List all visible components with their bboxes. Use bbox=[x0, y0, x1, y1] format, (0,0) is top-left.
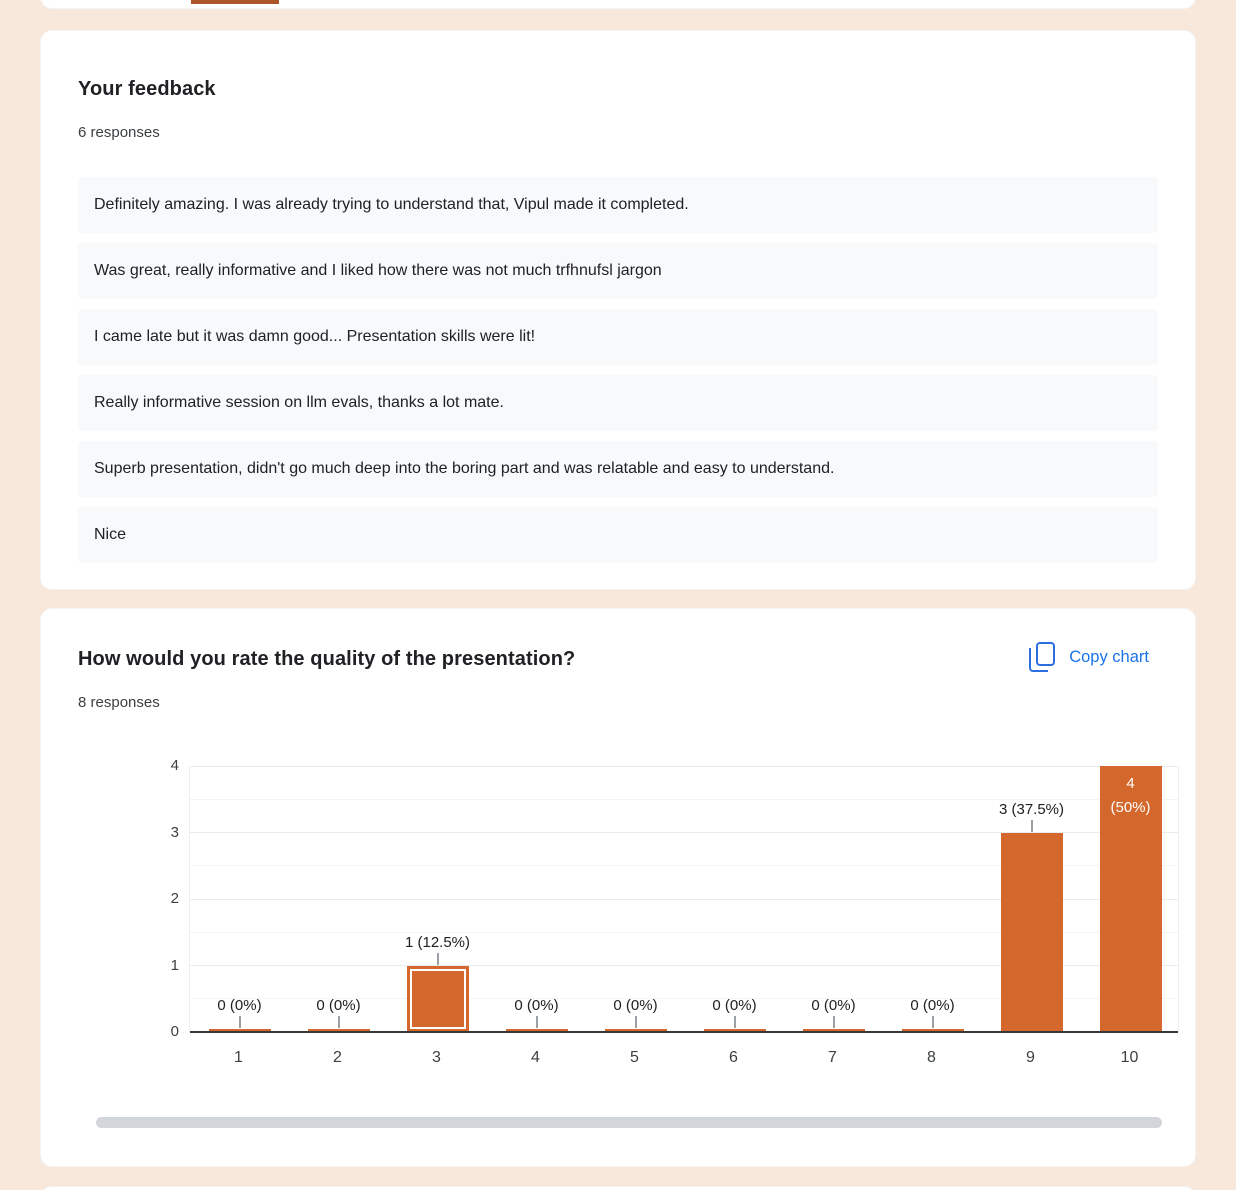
x-tick-label: 1 bbox=[234, 1049, 243, 1066]
previous-chart-bar-fragment bbox=[191, 0, 279, 4]
rating-card bbox=[40, 608, 1196, 1167]
x-tick-label: 8 bbox=[927, 1049, 936, 1066]
bar-value-label: 1 (12.5%) bbox=[404, 933, 471, 951]
label-stem bbox=[932, 1016, 934, 1028]
rating-question-title: How would you rate the quality of the presentation? bbox=[78, 648, 576, 670]
feedback-response-item: I came late but it was damn good... Presentation skills were lit! bbox=[78, 309, 1158, 365]
bar-value-label: 3 (37.5%) bbox=[998, 800, 1065, 818]
bar-chart-plot-area bbox=[189, 766, 1179, 1032]
label-stem bbox=[239, 1016, 241, 1028]
feedback-response-item: Definitely amazing. I was already trying to understand that, Vipul made it completed. bbox=[78, 177, 1158, 233]
rating-response-count: 8 responses bbox=[78, 694, 160, 711]
y-tick-label: 1 bbox=[170, 956, 179, 974]
label-stem bbox=[536, 1016, 538, 1028]
y-tick-label: 3 bbox=[170, 823, 179, 841]
feedback-response-item: Really informative session on llm evals, thanks a lot mate. bbox=[78, 375, 1158, 431]
feedback-response-item: Superb presentation, didn't go much deep into the boring part and was relatable and easy to understand. bbox=[78, 441, 1158, 497]
bar-value-label: 0 (0%) bbox=[217, 997, 262, 1014]
gridline bbox=[190, 766, 1178, 767]
copy-icon bbox=[1029, 642, 1055, 672]
bar-value-label: 0 (0%) bbox=[613, 997, 658, 1014]
feedback-response-item: Nice bbox=[78, 507, 1158, 563]
previous-card-fragment bbox=[40, 0, 1196, 9]
label-stem bbox=[1031, 820, 1033, 832]
x-axis-line bbox=[190, 1031, 1178, 1033]
label-stem bbox=[734, 1016, 736, 1028]
x-tick-label: 4 bbox=[531, 1049, 540, 1066]
x-tick-label: 7 bbox=[828, 1049, 837, 1066]
feedback-question-title: Your feedback bbox=[78, 78, 216, 100]
x-tick-label: 5 bbox=[630, 1049, 639, 1066]
bar-value-label: 0 (0%) bbox=[514, 997, 559, 1014]
bar-value-label: 0 (0%) bbox=[316, 997, 361, 1014]
copy-chart-label: Copy chart bbox=[1069, 647, 1149, 666]
x-tick-label: 2 bbox=[333, 1049, 342, 1066]
bar-value-label: 4 (50%) bbox=[1110, 775, 1151, 816]
bar-9[interactable] bbox=[1001, 833, 1063, 1033]
bar-value-label: 0 (0%) bbox=[910, 997, 955, 1014]
next-card-fragment bbox=[40, 1186, 1196, 1190]
y-tick-label: 4 bbox=[170, 757, 179, 774]
chart-horizontal-scrollbar[interactable] bbox=[96, 1117, 1162, 1128]
y-tick-label: 0 bbox=[170, 1023, 179, 1040]
x-tick-label: 3 bbox=[432, 1049, 441, 1066]
label-stem bbox=[437, 953, 439, 965]
bar-value-label: 0 (0%) bbox=[712, 997, 757, 1014]
feedback-response-item: Was great, really informative and I liked how there was not much trfhnufsl jargon bbox=[78, 243, 1158, 299]
feedback-response-count: 6 responses bbox=[78, 124, 160, 141]
label-stem bbox=[338, 1016, 340, 1028]
feedback-responses-list bbox=[78, 177, 1158, 563]
label-stem bbox=[833, 1016, 835, 1028]
x-tick-label: 9 bbox=[1026, 1049, 1035, 1066]
x-tick-label: 6 bbox=[729, 1049, 738, 1066]
label-stem bbox=[635, 1016, 637, 1028]
bar-value-label: 0 (0%) bbox=[811, 997, 856, 1014]
x-tick-label: 10 bbox=[1120, 1049, 1139, 1066]
feedback-card bbox=[40, 30, 1196, 590]
copy-chart-button[interactable] bbox=[1029, 642, 1149, 672]
y-tick-label: 2 bbox=[170, 890, 179, 907]
bar-3[interactable] bbox=[407, 966, 469, 1033]
